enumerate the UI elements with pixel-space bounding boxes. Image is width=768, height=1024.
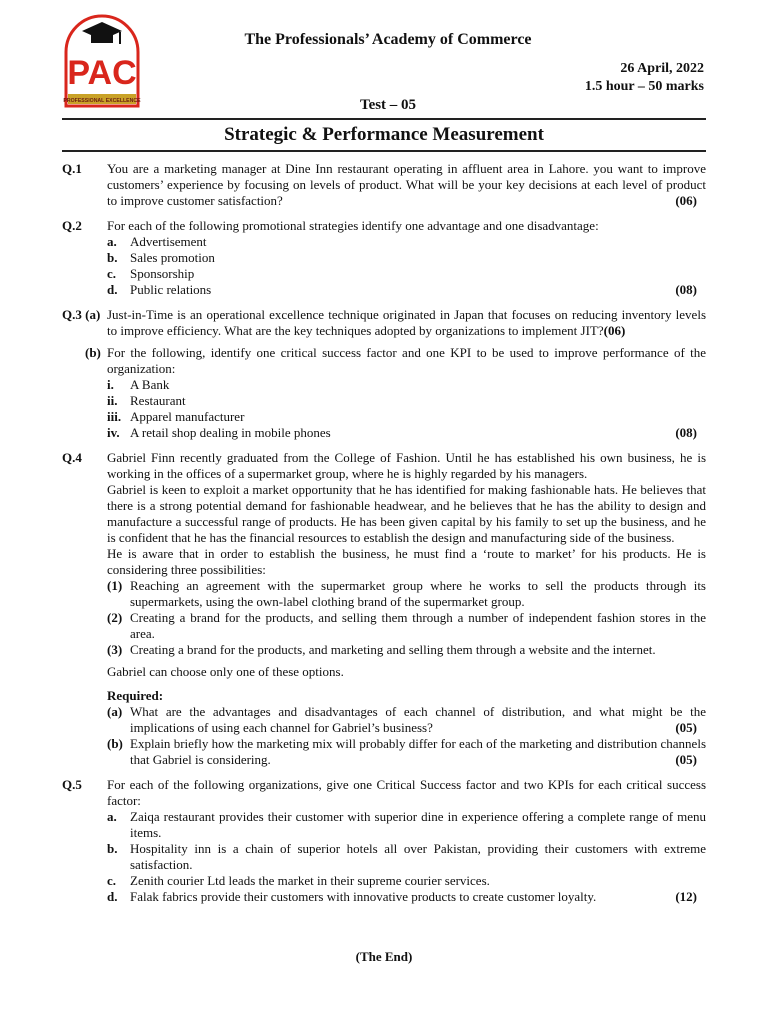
- option-item: (2) Creating a brand for the products, and selling them through a number of independent fashion stores in the area.: [107, 610, 706, 641]
- question-number: Q.1: [62, 161, 82, 176]
- required-heading: Required:: [107, 688, 164, 703]
- header-rule-bottom: [62, 150, 706, 152]
- logo-tagline: PROFESSIONAL EXCELLENCE: [63, 98, 141, 104]
- exam-date: 26 April, 2022: [620, 61, 704, 76]
- list-item: b. Hospitality inn is a chain of superior hotels all over Pakistan, providing their customers with extreme satisfaction.: [107, 841, 706, 872]
- question-number: Q.2: [62, 218, 82, 233]
- marks: (08): [675, 425, 697, 440]
- test-number: Test – 05: [359, 97, 417, 113]
- marks: (05): [675, 752, 697, 767]
- list-item: ii. Restaurant: [107, 393, 186, 408]
- option-item: (3) Creating a brand for the products, and marketing and selling them through a website and the internet.: [107, 642, 656, 657]
- question-number: Q.5: [62, 777, 82, 792]
- paragraph: Gabriel Finn recently graduated from the College of Fashion. Until he has established his own business, he is working in the offices of a supermarket group, where he is highly regarded by his managers.: [107, 450, 706, 481]
- requirement-item: (a) What are the advantages and disadvantages of each channel of distribution, and what might be the implications of using each channel for Gabriel’s business? (05): [107, 704, 706, 735]
- marks: (05): [675, 720, 697, 735]
- question-text: You are a marketing manager at Dine Inn restaurant operating in affluent area in Lahore. you want to improve customers’ experience by focusing on levels of product. What will be your key decisions at each level of product to improve customer satisfaction?: [107, 161, 706, 208]
- question-3: [62, 307, 706, 339]
- list-item: c. Zenith courier Ltd leads the market in their supreme courier services.: [107, 873, 490, 888]
- question-text: Just-in-Time is an operational excellence technique originated in Japan that focuses on reducing inventory levels to improve efficiency. What are the key techniques adopted by organizations to implement JIT?: [107, 307, 706, 338]
- question-number: Q.3 (a): [62, 307, 101, 322]
- list-item: d. Falak fabrics provide their customers with innovative products to create customer loyalty. (12): [107, 889, 706, 905]
- date-block: [585, 60, 704, 96]
- list-item: d. Public relations (08): [107, 282, 706, 298]
- pac-logo: [62, 14, 142, 110]
- list-item: iv. A retail shop dealing in mobile phones (08): [107, 425, 706, 441]
- list-item: iii. Apparel manufacturer: [107, 409, 245, 424]
- requirement-item: (b) Explain briefly how the marketing mix will probably differ for each of the marketing and distribution channels that Gabriel is considering. (05): [107, 736, 706, 767]
- list-item: c. Sponsorship: [107, 266, 195, 281]
- question-text: For each of the following promotional strategies identify one advantage and one disadvantage:: [107, 218, 599, 233]
- question-number: Q.4: [62, 450, 82, 465]
- institute-name: The Professionals’ Academy of Commerce: [244, 31, 532, 48]
- sub-label: (b): [85, 345, 101, 360]
- header-rule-top: [62, 118, 706, 120]
- list-item: i. A Bank: [107, 377, 170, 392]
- list-item: a. Zaiqa restaurant provides their customer with superior dine in experience offering a complete range of menu items.: [107, 809, 706, 840]
- question-text: For each of the following organizations, give one Critical Success factor and two KPIs for each critical success factor:: [107, 777, 706, 808]
- list-item: b. Sales promotion: [107, 250, 215, 265]
- exam-duration: 1.5 hour – 50 marks: [584, 79, 704, 94]
- marks: (08): [675, 282, 697, 297]
- question-list: [62, 161, 706, 914]
- end-marker: (The End): [355, 949, 413, 964]
- question-2: [62, 218, 706, 298]
- paragraph: Gabriel can choose only one of these options.: [107, 664, 344, 679]
- marks: (06): [675, 193, 697, 208]
- subject-title: Strategic & Performance Measurement: [224, 124, 544, 145]
- option-item: (1) Reaching an agreement with the supermarket group where he works to sell the products through its supermarkets, using the own-label clothing brand of the supermarket group.: [107, 578, 706, 609]
- question-5: [62, 777, 706, 905]
- list-item: a. Advertisement: [107, 234, 207, 249]
- marks: (06): [603, 323, 626, 338]
- question-3b: [62, 345, 706, 441]
- paragraph: Gabriel is keen to exploit a market opportunity that he has identified for making fashionable hats. He believes that there is a strong potential demand for fashionable headwear, and he believes that he has the ability to design and manufacture a successful range of products. He has been given capital by his family to set up the business, and he is confident that he has the financial resources to establish the design and manufacturing side of the business.: [107, 482, 706, 545]
- logo-text: PAC: [67, 54, 137, 92]
- paragraph: He is aware that in order to establish the business, he must find a ‘route to market’ for his products. He is considering three possibilities:: [107, 546, 706, 577]
- question-text: For the following, identify one critical success factor and one KPI to be used to improve performance of the organization:: [107, 345, 706, 376]
- question-1: [62, 161, 706, 209]
- marks: (12): [675, 889, 697, 904]
- question-4: [62, 450, 706, 768]
